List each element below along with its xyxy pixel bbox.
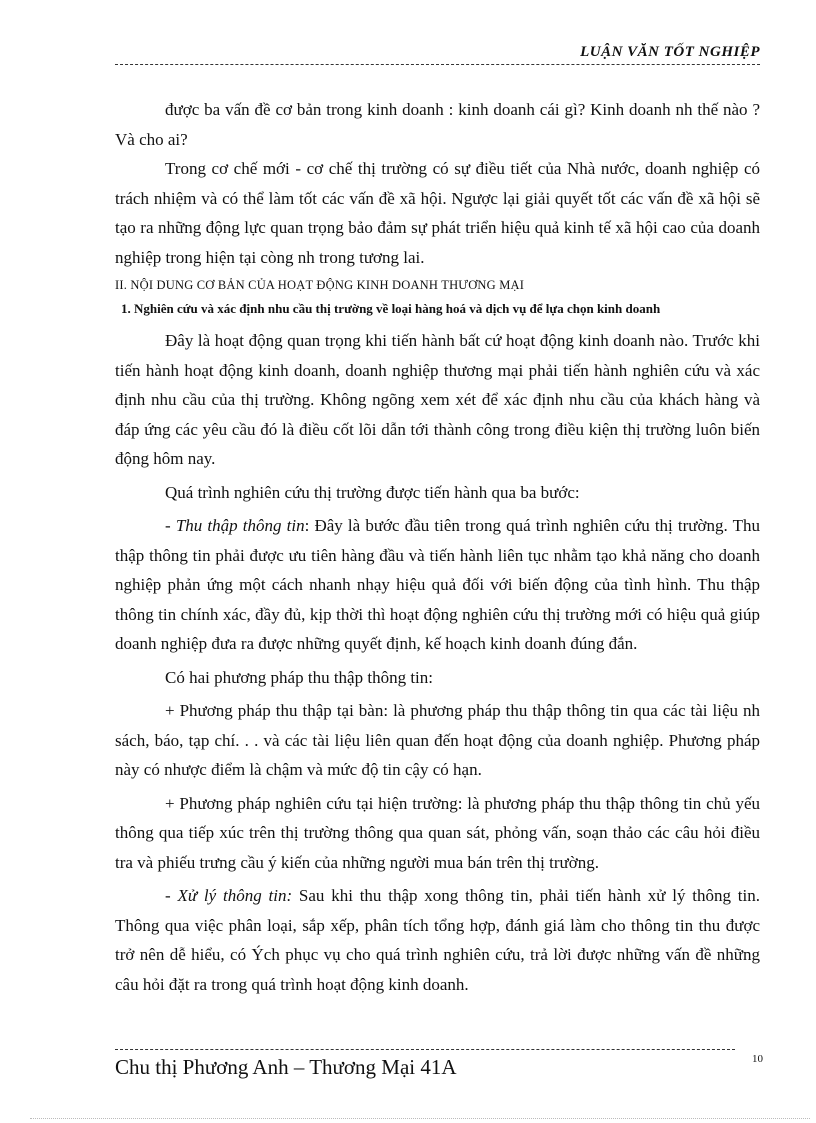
paragraph-1: được ba vấn đề cơ bản trong kinh doanh : kinh doanh cái gì? Kinh doanh nh thế nào ? Và cho ai? — [115, 100, 760, 149]
bullet-prefix: - — [165, 516, 176, 535]
paragraph-9 — [115, 881, 760, 999]
paragraph-9-text: Sau khi thu thập xong thông tin, phải tiến hành xử lý thông tin. Thông qua việc phân loại, sắp xếp, phân tích tổng hợp, đánh giá làm cho thông tin thu được trở nên dễ hiểu, có Ých phục vụ cho quá trình nghiên cứu, trả lời được những vấn đề những câu hỏi đặt ra trong quá trình hoạt động kinh doanh. — [115, 886, 761, 994]
paragraph-5 — [115, 511, 760, 659]
paragraph-4: Quá trình nghiên cứu thị trường được tiến hành qua ba bước: — [165, 482, 580, 502]
running-header: LUẬN VĂN TỐT NGHIỆP — [580, 44, 760, 60]
paragraph-5-text: : Đây là bước đầu tiên trong quá trình nghiên cứu thị trường. Thu thập thông tin phải được ưu tiên hàng đầu và tiến hành liên tục nhằm tạo khả năng cho doanh nghiệp phản ứng một cách nhanh nhạy hiệu quả đối với biến động của tình hình. Thu thập thông tin chính xác, đầy đủ, kịp thời thì hoạt động nghiên cứu thị trường mới có hiệu quả giúp doanh nghiệp đưa ra được những quyết định, kế hoạch kinh doanh đúng đắn. — [115, 516, 760, 653]
paragraph-2: Trong cơ chế mới - cơ chế thị trường có sự điều tiết của Nhà nước, doanh nghiệp có trách nhiệm và có thể làm tốt các vấn đề xã hội. Ngược lại giải quyết tốt các vấn đề xã hội sẽ tạo ra những động lực quan trọng bảo đảm sự phát triển hiệu quả kinh tế xã hội cao của doanh nghiệp trong hiện tại còng nh trong tương lai. — [115, 159, 760, 267]
paragraph-7: + Phương pháp thu thập tại bàn: là phương pháp thu thập thông tin qua các tài liệu nh sách, báo, tạp chí. . . và các tài liệu liên quan đến hoạt động của doanh nghiệp. Phương pháp này có nhược điểm là chậm và mức độ tin cậy có hạn. — [115, 701, 760, 779]
footer-author: Chu thị Phương Anh – Thương Mại 41A — [115, 1055, 457, 1079]
section-heading: II. NỘI DUNG CƠ BẢN CỦA HOẠT ĐỘNG KINH DOANH THƯƠNG MẠI — [115, 278, 525, 292]
term-thu-thap-thong-tin: Thu thập thông tin — [175, 516, 305, 535]
term-xu-ly-thong-tin: Xử lý thông tin: — [177, 886, 293, 905]
bullet-prefix: - — [165, 886, 178, 905]
page-number: 10 — [752, 1053, 763, 1065]
page-edge-dots — [30, 1118, 810, 1119]
footer-divider — [115, 1049, 735, 1050]
subsection-heading: 1. Nghiên cứu và xác định nhu cầu thị trường về loại hàng hoá và dịch vụ để lựa chọn kinh doanh — [121, 301, 661, 316]
paragraph-3: Đây là hoạt động quan trọng khi tiến hành bất cứ hoạt động kinh doanh nào. Trước khi tiến hành hoạt động kinh doanh, doanh nghiệp thương mại phải tiến hành nghiên cứu và xác định nhu cầu của thị trường. Không ngõng xem xét để xác định nhu cầu của khách hàng và đáp ứng các yêu cầu đó là điều cốt lõi dẫn tới thành công trong điều kiện thị trường luôn biến động hôm nay. — [115, 331, 760, 468]
document-body — [115, 95, 760, 999]
header-divider — [115, 64, 760, 65]
paragraph-8: + Phương pháp nghiên cứu tại hiện trường: là phương pháp thu thập thông tin chủ yếu thông qua tiếp xúc trên thị trường thông qua quan sát, phỏng vấn, soạn thảo các câu hỏi điều tra và phiếu trưng cầu ý kiến của những người mua bán trên thị trường. — [115, 793, 760, 872]
paragraph-6: Có hai phương pháp thu thập thông tin: — [165, 667, 433, 687]
